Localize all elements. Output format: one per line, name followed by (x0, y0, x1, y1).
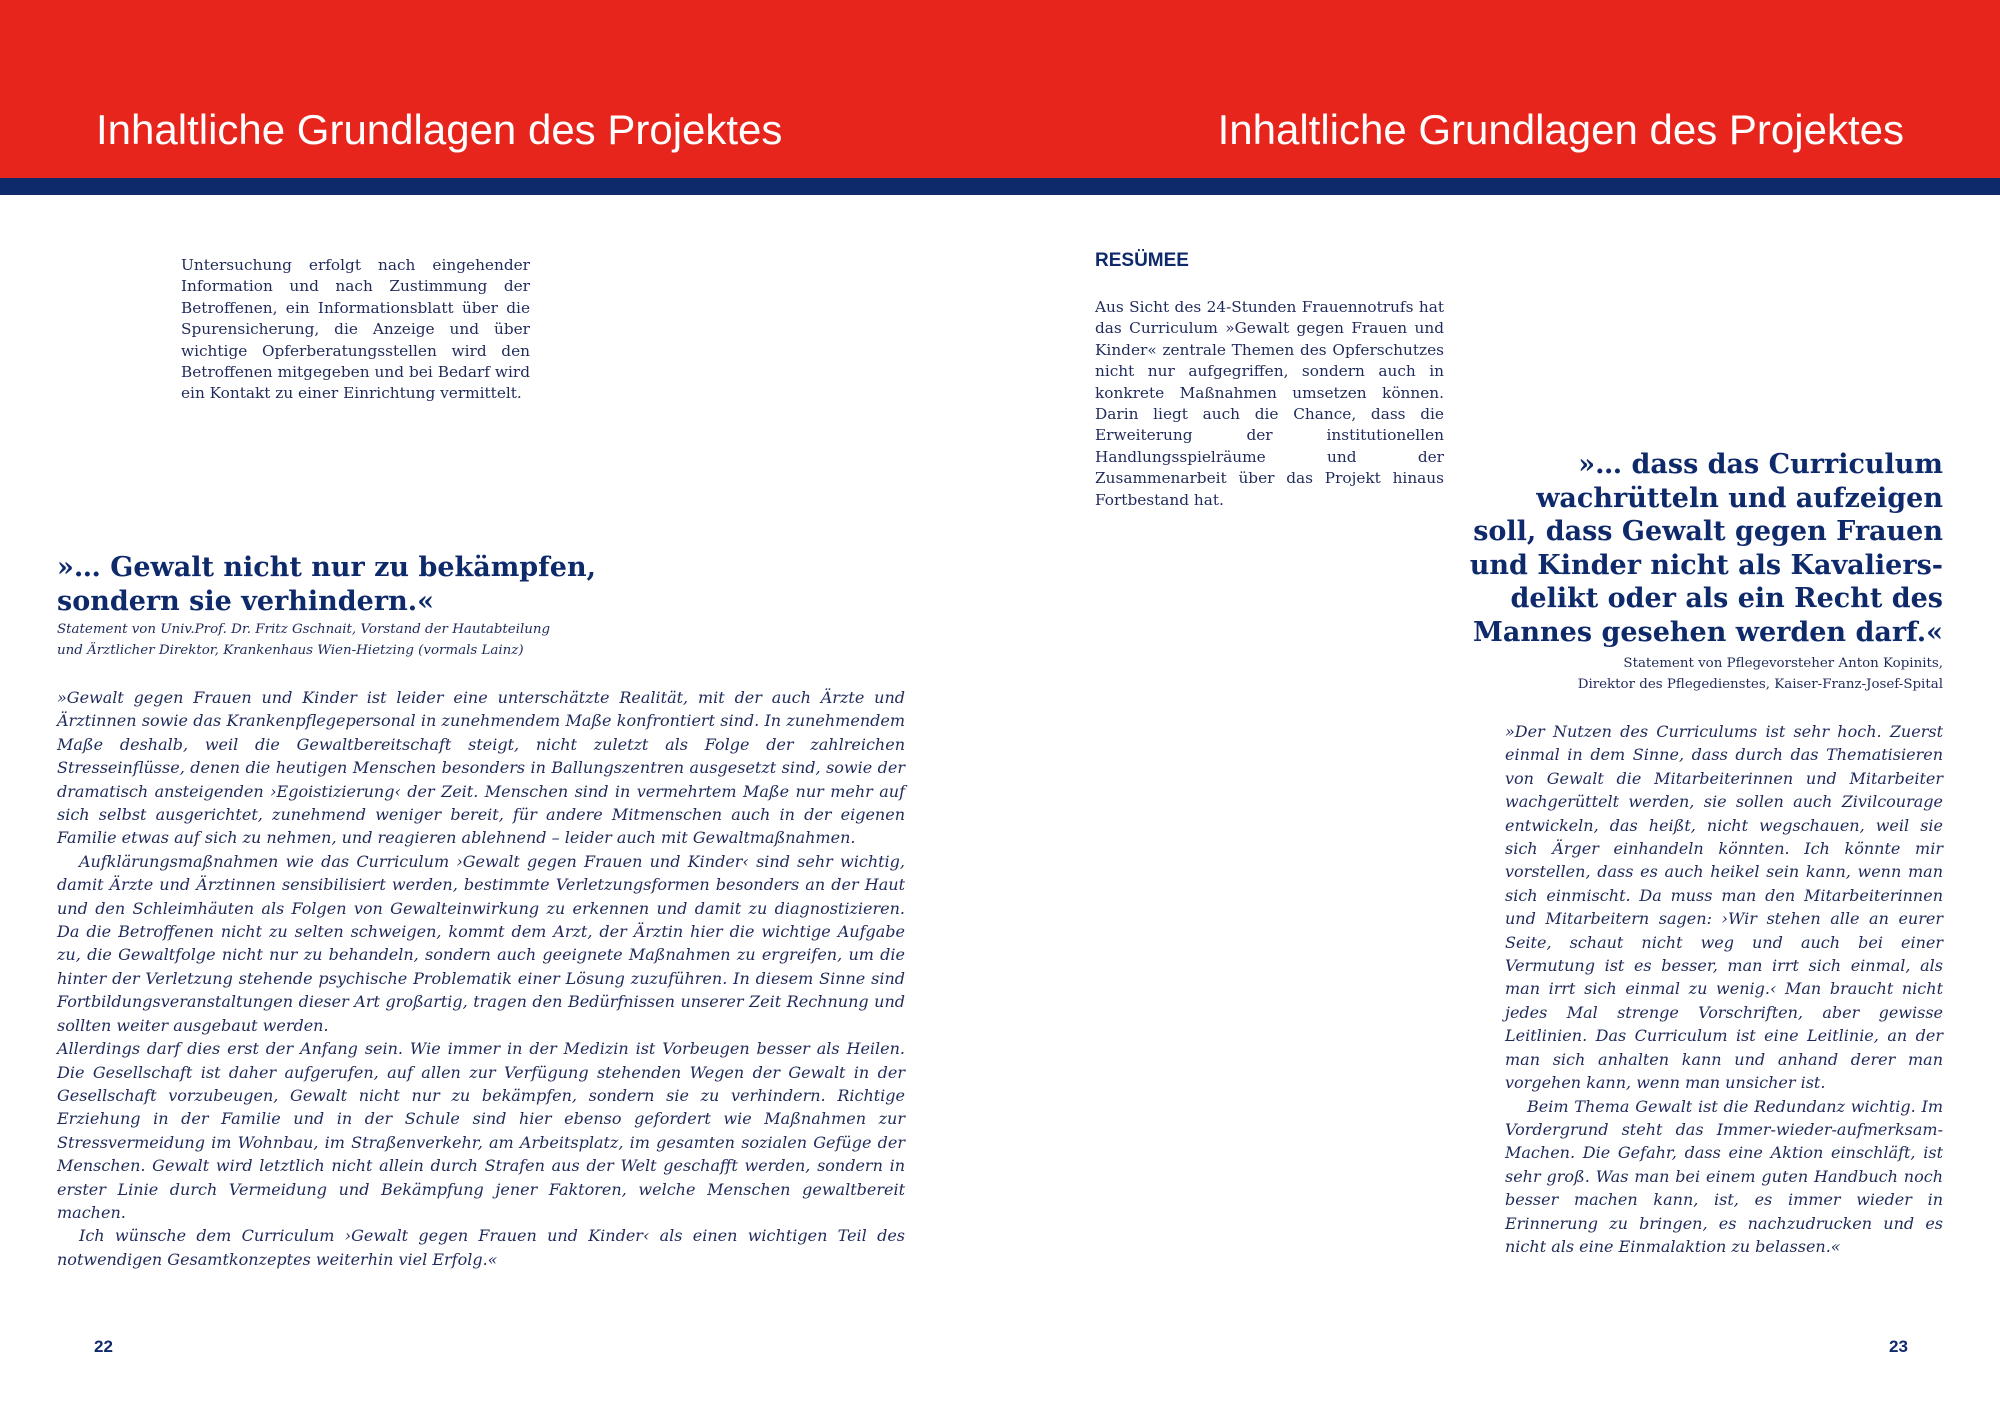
left-pull-quote (57, 551, 596, 619)
header-blue-stripe (0, 178, 2000, 195)
resumee-paragraph: Aus Sicht des 24-Stunden Frauennotrufs hat das Curriculum »Gewalt gegen Frauen und Kinder« zentrale Themen des Opferschutzes nicht nur aufgegriffen, sondern auch in konkrete Maßnahmen umsetzen können. Darin liegt auch die Chance, dass die Erweiterung der institutionellen Handlungsspielräume und der Zusammenarbeit über das Projekt hinaus Fortbestand hat. (1095, 298, 1444, 509)
right-quote-line: wachrütteln und aufzeigen (1536, 482, 1943, 514)
right-quote-line: »… dass das Curriculum (1578, 449, 1943, 480)
header-title-right: Inhaltliche Grundlagen des Projektes (1217, 106, 1904, 153)
left-quote-line: »… Gewalt nicht nur zu bekämpfen, (57, 552, 596, 583)
left-statement-paragraph: Aufklärungsmaßnahmen wie das Curriculum ›Gewalt gegen Frauen und Kinder‹ sind sehr wichtig, damit Ärzte und Ärztinnen sensibilisiert werden, bestimmte Verletzungsformen besonders an der Haut und den Schleimhäuten als Folgen von Gewalteinwirkung zu erkennen und damit zu diagnostizieren. Da die Betroffenen nicht zu selten schweigen, kommt dem Arzt, der Ärztin hier die wichtige Aufgabe zu, die Gewaltfolge nicht nur zu behandeln, sondern auch geeignete Maßnahmen zu ergreifen, um die hinter der Verletzung stehende psychische Problematik einer Lösung zuzuführen. In diesem Sinne sind Fortbildungsveranstaltungen dieser Art großartig, tragen den Bedürfnissen unserer Zeit Rechnung und sollten weiter ausgebaut werden. (57, 851, 905, 1035)
left-quote-line: sondern sie verhindern.« (57, 586, 434, 617)
right-quote-line: delikt oder als ein Recht des (1510, 583, 1943, 615)
right-quote-line: Mannes gesehen werden darf.« (1473, 616, 1943, 648)
page-number-left: 22 (94, 1337, 113, 1356)
right-pull-quote (1470, 448, 1943, 650)
right-statement-paragraph: Beim Thema Gewalt ist die Redundanz wichtig. Im Vordergrund steht das Immer-wieder-aufmerksam-Machen. Die Gefahr, dass eine Aktion einschläft, ist sehr groß. Was man bei einem guten Handbuch noch besser machen kann, ist, es immer wieder in Erinnerung zu bringen, es nachzudrucken und es nicht als eine Einmalaktion zu belassen.« (1505, 1096, 1943, 1256)
page-number-right: 23 (1889, 1337, 1908, 1356)
resumee-heading: RESÜMEE (1095, 250, 1189, 271)
left-statement-paragraph: Ich wünsche dem Curriculum ›Gewalt gegen Frauen und Kinder‹ als einen wichtigen Teil des notwendigen Gesamtkonzeptes weiterhin viel Erfolg.« (57, 1226, 905, 1269)
right-quote-line: soll, dass Gewalt gegen Frauen (1473, 516, 1943, 548)
left-intro-paragraph: Untersuchung erfolgt nach eingehender Information und nach Zustimmung der Betroffenen, ein Informationsblatt über die Spurensicherung, die Anzeige und über wichtige Opferberatungsstellen wird den Betroffenen mitgegeben und bei Bedarf wird ein Kontakt zu einer Einrichtung vermittelt. (181, 256, 530, 403)
left-statement-block (57, 686, 905, 1271)
left-statement-paragraph: Allerdings darf dies erst der Anfang sein. Wie immer in der Medizin ist Vorbeugen besser als Heilen. Die Gesellschaft ist daher aufgerufen, auf allen zur Verfügung stehenden Wegen der Gewalt in der Gesellschaft vorzubeugen, Gewalt nicht nur zu bekämpfen, sondern sie zu verhindern. Richtige Erziehung in der Familie und in der Schule sind hier ebenso gefordert wie Maßnahmen zur Stressvermeidung im Wohnbau, im Straßenverkehr, am Arbeitsplatz, im gesamten sozialen Gefüge der Menschen. Gewalt wird letztlich nicht allein durch Strafen aus der Welt geschafft werden, sondern in erster Linie durch Vermeidung und Bekämpfung jener Faktoren, welche Menschen gewaltbereit machen. (57, 1039, 905, 1222)
left-quote-attribution: Statement von Univ.Prof. Dr. Fritz Gschnait, Vorstand der Hautabteilung und Ärztlicher Direktor, Krankenhaus Wien-Hietzing (vormals Lainz) (57, 622, 551, 658)
right-statement-block (1505, 720, 1943, 1258)
right-quote-attribution: Statement von Pflegevorsteher Anton Kopinits, Direktor des Pflegedienstes, Kaiser-Franz-Josef-Spital (1577, 656, 1943, 692)
right-quote-line: und Kinder nicht als Kavaliers- (1469, 549, 1943, 581)
left-statement-paragraph: »Gewalt gegen Frauen und Kinder ist leider eine unterschätzte Realität, mit der auch Ärzte und Ärztinnen sowie das Krankenpflegepersonal in zunehmendem Maße konfrontiert sind. In zunehmendem Maße deshalb, weil die Gewaltbereitschaft steigt, nicht zuletzt als Folge der zahlreichen Stresseinflüsse, denen die heutigen Menschen besonders in Ballungszentren ausgesetzt sind, sowie der dramatisch ansteigenden ›Egoistizierung‹ der Zeit. Menschen sind in vermehrtem Maße nur mehr auf sich selbst ausgerichtet, zunehmend weniger bereit, für andere Mitmenschen auch in der eigenen Familie etwas auf sich zu nehmen, und reagieren ablehnend – leider auch mit Gewaltmaßnahmen. (57, 688, 905, 848)
right-statement-paragraph: »Der Nutzen des Curriculums ist sehr hoch. Zuerst einmal in dem Sinne, dass durch das Thematisieren von Gewalt die Mitarbeiterinnen und Mitarbeiter wachgerüttelt werden, sie sollen auch Zivilcourage entwickeln, das heißt, nicht wegschauen, weil sie sich Ärger einhandeln könnten. Ich könnte mir vorstellen, dass es auch heikel sein kann, wenn man sich einmischt. Da muss man den Mitarbeiterinnen und Mitarbeitern sagen: ›Wir stehen alle an eurer Seite, schaut nicht weg und auch bei einer Vermutung ist es besser, man irrt sich einmal, als man irrt sich einmal zu wenig.‹ Man braucht nicht jedes Mal strenge Vorschriften, aber gewisse Leitlinien. Das Curriculum ist eine Leitlinie, an der man sich anhalten kann und anhand derer man vorgehen kann, wenn man unsicher ist. (1505, 722, 1943, 1093)
header-title-left: Inhaltliche Grundlagen des Projektes (96, 106, 783, 153)
